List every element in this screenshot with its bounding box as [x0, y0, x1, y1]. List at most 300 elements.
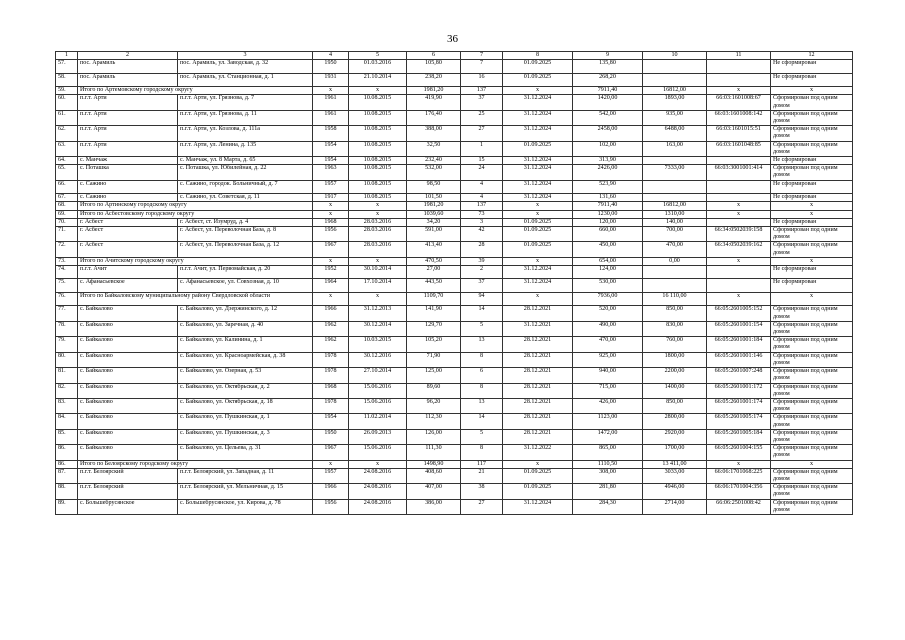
value-9: 1420,00: [573, 95, 643, 110]
recognition-date: 10.08.2015: [349, 110, 407, 125]
total-name: Итого по Артинскому городскому округу: [78, 202, 313, 210]
deadline: x: [503, 87, 573, 95]
table-row: [56, 279, 853, 293]
municipality: с. Манчаж: [78, 157, 178, 165]
year-built: 1966: [313, 306, 349, 321]
row-number: 82.: [56, 383, 78, 398]
address: г. Асбест, ст. Изумруд, д. 4: [178, 218, 313, 226]
year-built: x: [313, 202, 349, 210]
value-9: 542,00: [573, 110, 643, 125]
table-row: [56, 429, 853, 444]
municipality: с. Байкалово: [78, 398, 178, 413]
area: 408,60: [407, 468, 461, 483]
total-row: [56, 202, 853, 210]
row-number: 76.: [56, 292, 78, 306]
table-row: [56, 321, 853, 336]
recognition-date: x: [349, 292, 407, 306]
deadline: 28.12.2021: [503, 429, 573, 444]
deadline: 28.12.2021: [503, 398, 573, 413]
value-9: 925,00: [573, 352, 643, 367]
deadline: 01.09.2025: [503, 60, 573, 74]
recognition-date: 30.10.2014: [349, 265, 407, 279]
area: 129,70: [407, 321, 461, 336]
row-number: 68.: [56, 202, 78, 210]
residents: 27: [461, 499, 503, 514]
address: п.г.т. Ачит, ул. Первомайская, д. 20: [178, 265, 313, 279]
land-status: x: [771, 460, 853, 468]
municipality: с. Большебрусянское: [78, 499, 178, 514]
row-number: 85.: [56, 429, 78, 444]
year-built: x: [313, 292, 349, 306]
recognition-date: 10.08.2015: [349, 157, 407, 165]
municipality: с. Поташка: [78, 165, 178, 180]
address: с. Большебрусянское, ул. Кирова, д. 78: [178, 499, 313, 514]
municipality: г. Асбест: [78, 218, 178, 226]
recognition-date: 10.08.2015: [349, 165, 407, 180]
residents: 37: [461, 279, 503, 293]
land-status: Сформирован под одним домом: [771, 321, 853, 336]
area: 126,00: [407, 429, 461, 444]
cadastral-number: 66:06:1701068:225: [707, 468, 771, 483]
recognition-date: x: [349, 202, 407, 210]
cadastral-number: [707, 265, 771, 279]
cadastral-number: [707, 218, 771, 226]
address: с. Байкалово, ул. Озерная, д. 53: [178, 368, 313, 383]
table-row: [56, 337, 853, 352]
value-10: 2800,00: [643, 414, 707, 429]
table-row: [56, 468, 853, 483]
column-number: 7: [461, 52, 503, 60]
land-status: Сформирован под одним домом: [771, 414, 853, 429]
cadastral-number: x: [707, 257, 771, 265]
cadastral-number: 66:03:1601048:85: [707, 141, 771, 156]
deadline: 01.09.2025: [503, 141, 573, 156]
land-status: Сформирован под одним домом: [771, 165, 853, 180]
total-name: Итого по Белоярскому городскому округу: [78, 460, 313, 468]
recognition-date: 15.06.2016: [349, 398, 407, 413]
table-row: [56, 265, 853, 279]
area: 105,20: [407, 337, 461, 352]
area: 141,90: [407, 306, 461, 321]
value-10: 1700,00: [643, 445, 707, 460]
municipality: с. Байкалово: [78, 429, 178, 444]
deadline: 01.09.2025: [503, 468, 573, 483]
year-built: 1962: [313, 337, 349, 352]
area: 470,50: [407, 257, 461, 265]
table-row: [56, 73, 853, 87]
area: 232,40: [407, 157, 461, 165]
municipality: п.г.т. Белоярский: [78, 468, 178, 483]
table-row: [56, 218, 853, 226]
municipality: с. Байкалово: [78, 368, 178, 383]
land-status: Сформирован под одним домом: [771, 242, 853, 257]
land-status: Сформирован под одним домом: [771, 226, 853, 241]
row-number: 81.: [56, 368, 78, 383]
row-number: 86.: [56, 445, 78, 460]
row-number: 88.: [56, 484, 78, 499]
table-row: [56, 180, 853, 194]
recognition-date: 10.08.2015: [349, 126, 407, 141]
residents: 6: [461, 368, 503, 383]
deadline: 31.12.2024: [503, 194, 573, 202]
year-built: 1978: [313, 368, 349, 383]
cadastral-number: x: [707, 87, 771, 95]
municipality: с. Байкалово: [78, 383, 178, 398]
year-built: 1961: [313, 95, 349, 110]
residents: 25: [461, 110, 503, 125]
year-built: 1968: [313, 218, 349, 226]
year-built: 1956: [313, 499, 349, 514]
cadastral-number: 66:05:2601005:152: [707, 306, 771, 321]
residents: 15: [461, 157, 503, 165]
row-number: 57.: [56, 60, 78, 74]
area: 125,00: [407, 368, 461, 383]
column-number: 11: [707, 52, 771, 60]
land-status: Сформирован под одним домом: [771, 383, 853, 398]
residents: 13: [461, 398, 503, 413]
address: с. Манчаж, ул. 8 Марта, д. 65: [178, 157, 313, 165]
deadline: 28.12.2021: [503, 306, 573, 321]
recognition-date: 30.12.2016: [349, 352, 407, 367]
row-number: 67.: [56, 194, 78, 202]
recognition-date: 15.06.2016: [349, 445, 407, 460]
header-row: [56, 52, 853, 60]
year-built: 1954: [313, 414, 349, 429]
land-status: Не сформирован: [771, 218, 853, 226]
value-9: 715,00: [573, 383, 643, 398]
year-built: 1968: [313, 383, 349, 398]
year-built: x: [313, 210, 349, 218]
cadastral-number: 66:06:1701004:356: [707, 484, 771, 499]
row-number: 72.: [56, 242, 78, 257]
address: г. Асбест, ул. Переволочная База, д. 8: [178, 226, 313, 241]
deadline: 01.09.2025: [503, 218, 573, 226]
recognition-date: 28.03.2016: [349, 242, 407, 257]
value-9: 102,00: [573, 141, 643, 156]
land-status: Сформирован под одним домом: [771, 499, 853, 514]
table-row: [56, 60, 853, 74]
municipality: г. Асбест: [78, 242, 178, 257]
value-9: 490,00: [573, 321, 643, 336]
address: п.г.т. Белоярский, ул. Мельничная, д. 15: [178, 484, 313, 499]
table-row: [56, 157, 853, 165]
row-number: 83.: [56, 398, 78, 413]
value-10: 16 110,00: [643, 292, 707, 306]
cadastral-number: x: [707, 460, 771, 468]
value-9: 268,20: [573, 73, 643, 87]
row-number: 87.: [56, 468, 78, 483]
residents: 5: [461, 321, 503, 336]
land-status: Сформирован под одним домом: [771, 141, 853, 156]
area: 101,50: [407, 194, 461, 202]
address: пос. Арамиль, ул. Заводская, д. 32: [178, 60, 313, 74]
deadline: 31.12.2024: [503, 499, 573, 514]
cadastral-number: x: [707, 210, 771, 218]
cadastral-number: 66:05:2601001:184: [707, 337, 771, 352]
recognition-date: 31.12.2013: [349, 306, 407, 321]
municipality: с. Байкалово: [78, 445, 178, 460]
address: с. Байкалово, ул. Калинина, д. 1: [178, 337, 313, 352]
table-row: [56, 445, 853, 460]
cadastral-number: [707, 157, 771, 165]
residents: 3: [461, 218, 503, 226]
deadline: 31.12.2024: [503, 279, 573, 293]
year-built: 1963: [313, 165, 349, 180]
cadastral-number: x: [707, 292, 771, 306]
land-status: Сформирован под одним домом: [771, 352, 853, 367]
table-row: [56, 226, 853, 241]
land-status: Не сформирован: [771, 194, 853, 202]
address: п.г.т. Арти, ул. Ленина, д. 135: [178, 141, 313, 156]
year-built: 1958: [313, 126, 349, 141]
year-built: x: [313, 257, 349, 265]
address: п.г.т. Белоярский, ул. Западная, д. 11: [178, 468, 313, 483]
area: 89,60: [407, 383, 461, 398]
cadastral-number: 66:05:2601004:155: [707, 445, 771, 460]
deadline: 31.12.2021: [503, 321, 573, 336]
area: 1109,70: [407, 292, 461, 306]
value-9: 450,00: [573, 242, 643, 257]
deadline: 28.12.2021: [503, 414, 573, 429]
recognition-date: 30.12.2014: [349, 321, 407, 336]
year-built: 1978: [313, 398, 349, 413]
row-number: 65.: [56, 165, 78, 180]
land-status: x: [771, 87, 853, 95]
deadline: x: [503, 292, 573, 306]
value-10: [643, 265, 707, 279]
value-10: 7333,00: [643, 165, 707, 180]
land-status: x: [771, 210, 853, 218]
land-status: Не сформирован: [771, 279, 853, 293]
value-10: 1893,00: [643, 95, 707, 110]
deadline: 01.09.2025: [503, 484, 573, 499]
land-status: Сформирован под одним домом: [771, 484, 853, 499]
value-9: 940,00: [573, 368, 643, 383]
table-row: [56, 414, 853, 429]
residents: 137: [461, 87, 503, 95]
address: с. Поташка, ул. Юбилейная, д. 22: [178, 165, 313, 180]
value-10: [643, 157, 707, 165]
value-10: 163,00: [643, 141, 707, 156]
value-9: 308,00: [573, 468, 643, 483]
municipality: с. Афанасьевское: [78, 279, 178, 293]
value-10: 760,00: [643, 337, 707, 352]
recognition-date: 10.03.2015: [349, 337, 407, 352]
address: с. Байкалово, ул. Красноармейская, д. 38: [178, 352, 313, 367]
land-status: Сформирован под одним домом: [771, 468, 853, 483]
residents: 14: [461, 306, 503, 321]
table-row: [56, 383, 853, 398]
value-10: 13 411,00: [643, 460, 707, 468]
address: с. Байкалово, ул. Пушкинская, д. 3: [178, 429, 313, 444]
value-9: 284,30: [573, 499, 643, 514]
area: 443,50: [407, 279, 461, 293]
row-number: 66.: [56, 180, 78, 194]
row-number: 62.: [56, 126, 78, 141]
land-status: Не сформирован: [771, 180, 853, 194]
cadastral-number: [707, 194, 771, 202]
address: с. Байкалово, ул. Цельева, д. 31: [178, 445, 313, 460]
deadline: 28.12.2021: [503, 383, 573, 398]
address: г. Асбест, ул. Переволочная База, д. 12: [178, 242, 313, 257]
column-number: 8: [503, 52, 573, 60]
address: с. Байкалово, ул. Октябрьская, д. 2: [178, 383, 313, 398]
residents: 7: [461, 60, 503, 74]
address: с. Байкалово, ул. Дзержинского, д. 12: [178, 306, 313, 321]
total-name: Итого по Артемовскому городскому округу: [78, 87, 313, 95]
value-9: 7936,00: [573, 292, 643, 306]
column-number: 3: [178, 52, 313, 60]
column-number: 9: [573, 52, 643, 60]
value-10: 1800,00: [643, 352, 707, 367]
recognition-date: 10.08.2015: [349, 194, 407, 202]
column-number: 5: [349, 52, 407, 60]
cadastral-number: 66:34:0502039:158: [707, 226, 771, 241]
deadline: 01.09.2025: [503, 226, 573, 241]
table-row: [56, 306, 853, 321]
deadline: x: [503, 202, 573, 210]
address: пос. Арамиль, ул. Станционная, д. 1: [178, 73, 313, 87]
year-built: 1961: [313, 110, 349, 125]
area: 71,90: [407, 352, 461, 367]
table-row: [56, 141, 853, 156]
recognition-date: x: [349, 460, 407, 468]
deadline: 31.12.2022: [503, 445, 573, 460]
year-built: 1964: [313, 279, 349, 293]
area: 32,50: [407, 141, 461, 156]
data-table: [55, 51, 853, 515]
land-status: Не сформирован: [771, 60, 853, 74]
residents: 8: [461, 383, 503, 398]
municipality: с. Байкалово: [78, 337, 178, 352]
area: 532,00: [407, 165, 461, 180]
cadastral-number: [707, 279, 771, 293]
area: 112,30: [407, 414, 461, 429]
row-number: 64.: [56, 157, 78, 165]
residents: 21: [461, 468, 503, 483]
value-9: 120,00: [573, 218, 643, 226]
recognition-date: 28.03.2016: [349, 226, 407, 241]
row-number: 59.: [56, 87, 78, 95]
column-number: 2: [78, 52, 178, 60]
recognition-date: 11.02.2014: [349, 414, 407, 429]
residents: 2: [461, 265, 503, 279]
value-9: 1110,50: [573, 460, 643, 468]
residents: 16: [461, 73, 503, 87]
residents: 42: [461, 226, 503, 241]
residents: 137: [461, 202, 503, 210]
value-10: 830,00: [643, 321, 707, 336]
deadline: 01.09.2025: [503, 73, 573, 87]
recognition-date: x: [349, 87, 407, 95]
residents: 24: [461, 165, 503, 180]
land-status: Не сформирован: [771, 265, 853, 279]
year-built: x: [313, 87, 349, 95]
area: 105,80: [407, 60, 461, 74]
year-built: 1957: [313, 180, 349, 194]
value-10: 2200,00: [643, 368, 707, 383]
deadline: 31.12.2024: [503, 165, 573, 180]
table-row: [56, 194, 853, 202]
value-10: 16812,00: [643, 87, 707, 95]
recognition-date: 10.08.2015: [349, 95, 407, 110]
area: 98,50: [407, 180, 461, 194]
value-10: 0,00: [643, 257, 707, 265]
column-number: 1: [56, 52, 78, 60]
value-9: 281,80: [573, 484, 643, 499]
address: с. Байкалово, ул. Октябрьская, д. 18: [178, 398, 313, 413]
address: с. Сажино, городок. Больничный, д. 7: [178, 180, 313, 194]
land-status: Сформирован под одним домом: [771, 337, 853, 352]
cadastral-number: [707, 180, 771, 194]
municipality: п.г.т. Белоярский: [78, 484, 178, 499]
table-row: [56, 398, 853, 413]
table-row: [56, 126, 853, 141]
row-number: 75.: [56, 279, 78, 293]
area: 386,00: [407, 499, 461, 514]
municipality: п.г.т. Арти: [78, 126, 178, 141]
land-status: Не сформирован: [771, 73, 853, 87]
area: 388,00: [407, 126, 461, 141]
area: 34,20: [407, 218, 461, 226]
area: 1498,90: [407, 460, 461, 468]
total-row: [56, 87, 853, 95]
municipality: с. Байкалово: [78, 321, 178, 336]
column-number: 10: [643, 52, 707, 60]
residents: 4: [461, 180, 503, 194]
row-number: 61.: [56, 110, 78, 125]
address: с. Байкалово, ул. Заречная, д. 40: [178, 321, 313, 336]
area: 1039,60: [407, 210, 461, 218]
total-name: Итого по Асбестовскому городскому округу: [78, 210, 313, 218]
row-number: 77.: [56, 306, 78, 321]
value-9: 426,00: [573, 398, 643, 413]
value-10: 6488,00: [643, 126, 707, 141]
municipality: г. Асбест: [78, 226, 178, 241]
year-built: 1950: [313, 429, 349, 444]
recognition-date: 26.09.2013: [349, 429, 407, 444]
value-9: 124,00: [573, 265, 643, 279]
municipality: п.г.т. Ачит: [78, 265, 178, 279]
deadline: 31.12.2024: [503, 157, 573, 165]
value-9: 520,00: [573, 306, 643, 321]
land-status: x: [771, 202, 853, 210]
area: 413,40: [407, 242, 461, 257]
area: 96,20: [407, 398, 461, 413]
page-number: 36: [447, 33, 458, 45]
table-row: [56, 165, 853, 180]
municipality: пос. Арамиль: [78, 73, 178, 87]
table-row: [56, 368, 853, 383]
municipality: п.г.т. Арти: [78, 95, 178, 110]
value-9: 1472,00: [573, 429, 643, 444]
value-9: 654,00: [573, 257, 643, 265]
cadastral-number: 66:34:0502039:162: [707, 242, 771, 257]
address: п.г.т. Арти, ул. Грязнова, д. 7: [178, 95, 313, 110]
year-built: 1978: [313, 352, 349, 367]
value-10: 700,00: [643, 226, 707, 241]
residents: 39: [461, 257, 503, 265]
recognition-date: 01.03.2016: [349, 60, 407, 74]
total-row: [56, 460, 853, 468]
year-built: 1956: [313, 226, 349, 241]
residents: 5: [461, 429, 503, 444]
recognition-date: 10.08.2015: [349, 180, 407, 194]
recognition-date: 10.08.2015: [349, 141, 407, 156]
residents: 8: [461, 445, 503, 460]
deadline: 31.12.2024: [503, 126, 573, 141]
cadastral-number: [707, 60, 771, 74]
